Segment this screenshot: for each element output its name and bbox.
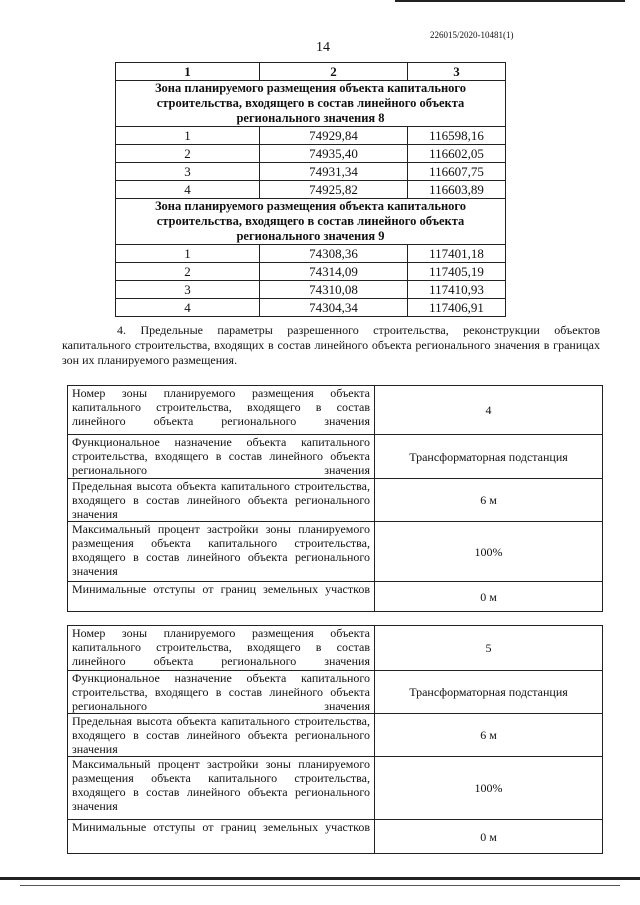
- coord-y: 117401,18: [408, 245, 506, 263]
- page-number: 14: [316, 40, 330, 55]
- parameter-value: 100%: [375, 757, 603, 820]
- table-row: [116, 281, 506, 299]
- section-paragraph: 4. Предельные параметры разрешенного строительства, реконструкции объектов капитального строительства, входящих в состав линейного объекта регионального значения в границах зон их планируемого размещения.: [62, 323, 600, 367]
- parameter-value: 0 м: [375, 582, 603, 612]
- parameter-row: [68, 386, 603, 435]
- parameter-label: Номер зоны планируемого размещения объекта капитального строительства, входящего в состав линейного объекта регионального значения: [72, 386, 370, 428]
- point-number: 4: [116, 299, 260, 317]
- coord-x: 74314,09: [260, 263, 408, 281]
- parameter-label: Максимальный процент застройки зоны планируемого размещения объекта капитального строительства, входящего в состав линейного объекта регионального значения: [72, 757, 370, 813]
- table-row: [116, 163, 506, 181]
- column-header: 3: [408, 63, 506, 81]
- parameter-label: Функциональное назначение объекта капитального строительства, входящего в состав линейного объекта регионального значения: [72, 435, 370, 477]
- point-number: 2: [116, 263, 260, 281]
- parameters-table-zone-5: [67, 625, 603, 854]
- coord-y: 117405,19: [408, 263, 506, 281]
- zone-title: Зона планируемого размещения объекта капитального строительства, входящего в состав линейного объекта регионального значения 9: [116, 199, 506, 245]
- point-number: 1: [116, 245, 260, 263]
- coord-y: 116607,75: [408, 163, 506, 181]
- coord-x: 74931,34: [260, 163, 408, 181]
- coord-x: 74304,34: [260, 299, 408, 317]
- zone-title: Зона планируемого размещения объекта капитального строительства, входящего в состав линейного объекта регионального значения 8: [116, 81, 506, 127]
- parameter-row: [68, 671, 603, 714]
- parameter-value: 0 м: [375, 820, 603, 854]
- coord-y: 117406,91: [408, 299, 506, 317]
- parameter-value: 100%: [375, 522, 603, 582]
- parameter-label: Номер зоны планируемого размещения объекта капитального строительства, входящего в состав линейного объекта регионального значения: [72, 626, 370, 668]
- parameters-table-zone-4: [67, 385, 603, 612]
- parameter-label: Минимальные отступы от границ земельных участков: [72, 820, 370, 834]
- coord-x: 74935,40: [260, 145, 408, 163]
- coord-y: 116603,89: [408, 181, 506, 199]
- coord-x: 74925,82: [260, 181, 408, 199]
- scan-edge-line: [395, 0, 625, 2]
- table-row: [116, 145, 506, 163]
- parameter-row: [68, 757, 603, 820]
- zone-header-row: [116, 199, 506, 245]
- scan-bottom-line: [0, 877, 640, 880]
- table-row: [116, 263, 506, 281]
- parameter-value: 5: [375, 626, 603, 671]
- parameter-row: [68, 582, 603, 612]
- parameter-row: [68, 820, 603, 854]
- parameter-value: 4: [375, 386, 603, 435]
- column-header: 2: [260, 63, 408, 81]
- point-number: 2: [116, 145, 260, 163]
- parameter-row: [68, 626, 603, 671]
- parameter-row: [68, 479, 603, 522]
- parameter-value: 6 м: [375, 714, 603, 757]
- point-number: 4: [116, 181, 260, 199]
- table-header-row: [116, 63, 506, 81]
- parameter-label: Максимальный процент застройки зоны планируемого размещения объекта капитального строительства, входящего в состав линейного объекта регионального значения: [72, 522, 370, 578]
- parameter-row: [68, 522, 603, 582]
- coord-y: 116602,05: [408, 145, 506, 163]
- coord-x: 74929,84: [260, 127, 408, 145]
- coord-y: 117410,93: [408, 281, 506, 299]
- column-header: 1: [116, 63, 260, 81]
- coord-y: 116598,16: [408, 127, 506, 145]
- parameter-value: Трансформаторная подстанция: [375, 671, 603, 714]
- table-row: [116, 181, 506, 199]
- point-number: 3: [116, 163, 260, 181]
- parameter-row: [68, 714, 603, 757]
- parameter-value: Трансформаторная подстанция: [375, 435, 603, 479]
- parameter-label: Предельная высота объекта капитального строительства, входящего в состав линейного объекта регионального значения: [72, 479, 370, 521]
- parameter-row: [68, 435, 603, 479]
- coordinates-table: [115, 62, 506, 317]
- point-number: 3: [116, 281, 260, 299]
- parameter-value: 6 м: [375, 479, 603, 522]
- point-number: 1: [116, 127, 260, 145]
- coord-x: 74310,08: [260, 281, 408, 299]
- parameter-label: Функциональное назначение объекта капитального строительства, входящего в состав линейного объекта регионального значения: [72, 671, 370, 713]
- table-row: [116, 127, 506, 145]
- table-row: [116, 245, 506, 263]
- zone-header-row: [116, 81, 506, 127]
- document-number: 226015/2020-10481(1): [430, 30, 514, 40]
- coord-x: 74308,36: [260, 245, 408, 263]
- scan-bottom-line: [20, 885, 620, 886]
- parameter-label: Предельная высота объекта капитального строительства, входящего в состав линейного объекта регионального значения: [72, 714, 370, 756]
- table-row: [116, 299, 506, 317]
- parameter-label: Минимальные отступы от границ земельных участков: [72, 582, 370, 596]
